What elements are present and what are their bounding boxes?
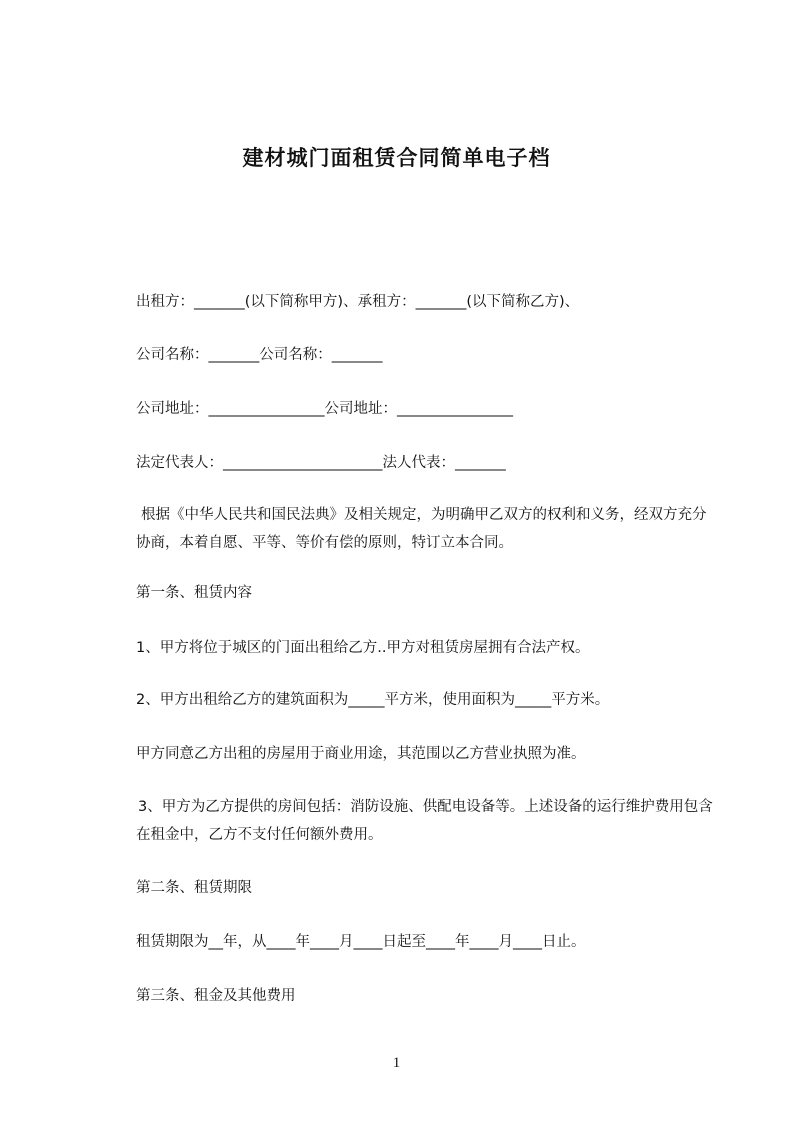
- article1-usage: 甲方同意乙方出租的房屋用于商业用途，其范围以乙方营业执照为准。: [136, 746, 586, 762]
- company-address-line: 公司地址：________________公司地址：________________: [136, 401, 513, 417]
- company-name-line: 公司名称：_______公司名称：_______: [136, 347, 383, 363]
- article3-heading: 第三条、租金及其他费用: [136, 988, 296, 1004]
- preamble-paragraph: 根据《中华人民共和国民法典》及相关规定，为明确甲乙双方的权利和义务，经双方充分协商，本着自愿、平等、等价有偿的原则，特订立本合同。: [136, 507, 707, 551]
- article2-term: 租赁期限为__年，从____年____月____日起至____年____月____日止。: [136, 934, 586, 950]
- article1-item2: 2、甲方出租给乙方的建筑面积为_____平方米，使用面积为_____平方米。: [136, 692, 610, 708]
- article1-heading: 第一条、租赁内容: [136, 585, 252, 601]
- document-title: 建材城门面租赁合同简单电子档: [242, 146, 551, 170]
- page-number: 1: [392, 1055, 401, 1071]
- legal-representative-line: 法定代表人：______________________法人代表：_______: [136, 455, 506, 471]
- article2-heading: 第二条、租赁期限: [136, 880, 252, 896]
- article1-item1: 1、甲方将位于城区的门面出租给乙方..甲方对租赁房屋拥有合法产权。: [136, 640, 590, 656]
- parties-line: 出租方：_______(以下简称甲方)、承租方：_______(以下简称乙方)、: [136, 294, 580, 310]
- article1-item3: 3、甲方为乙方提供的房间包括：消防设施、供配电设备等。上述设备的运行维护费用包含在租金中，乙方不支付任何额外费用。: [136, 799, 713, 843]
